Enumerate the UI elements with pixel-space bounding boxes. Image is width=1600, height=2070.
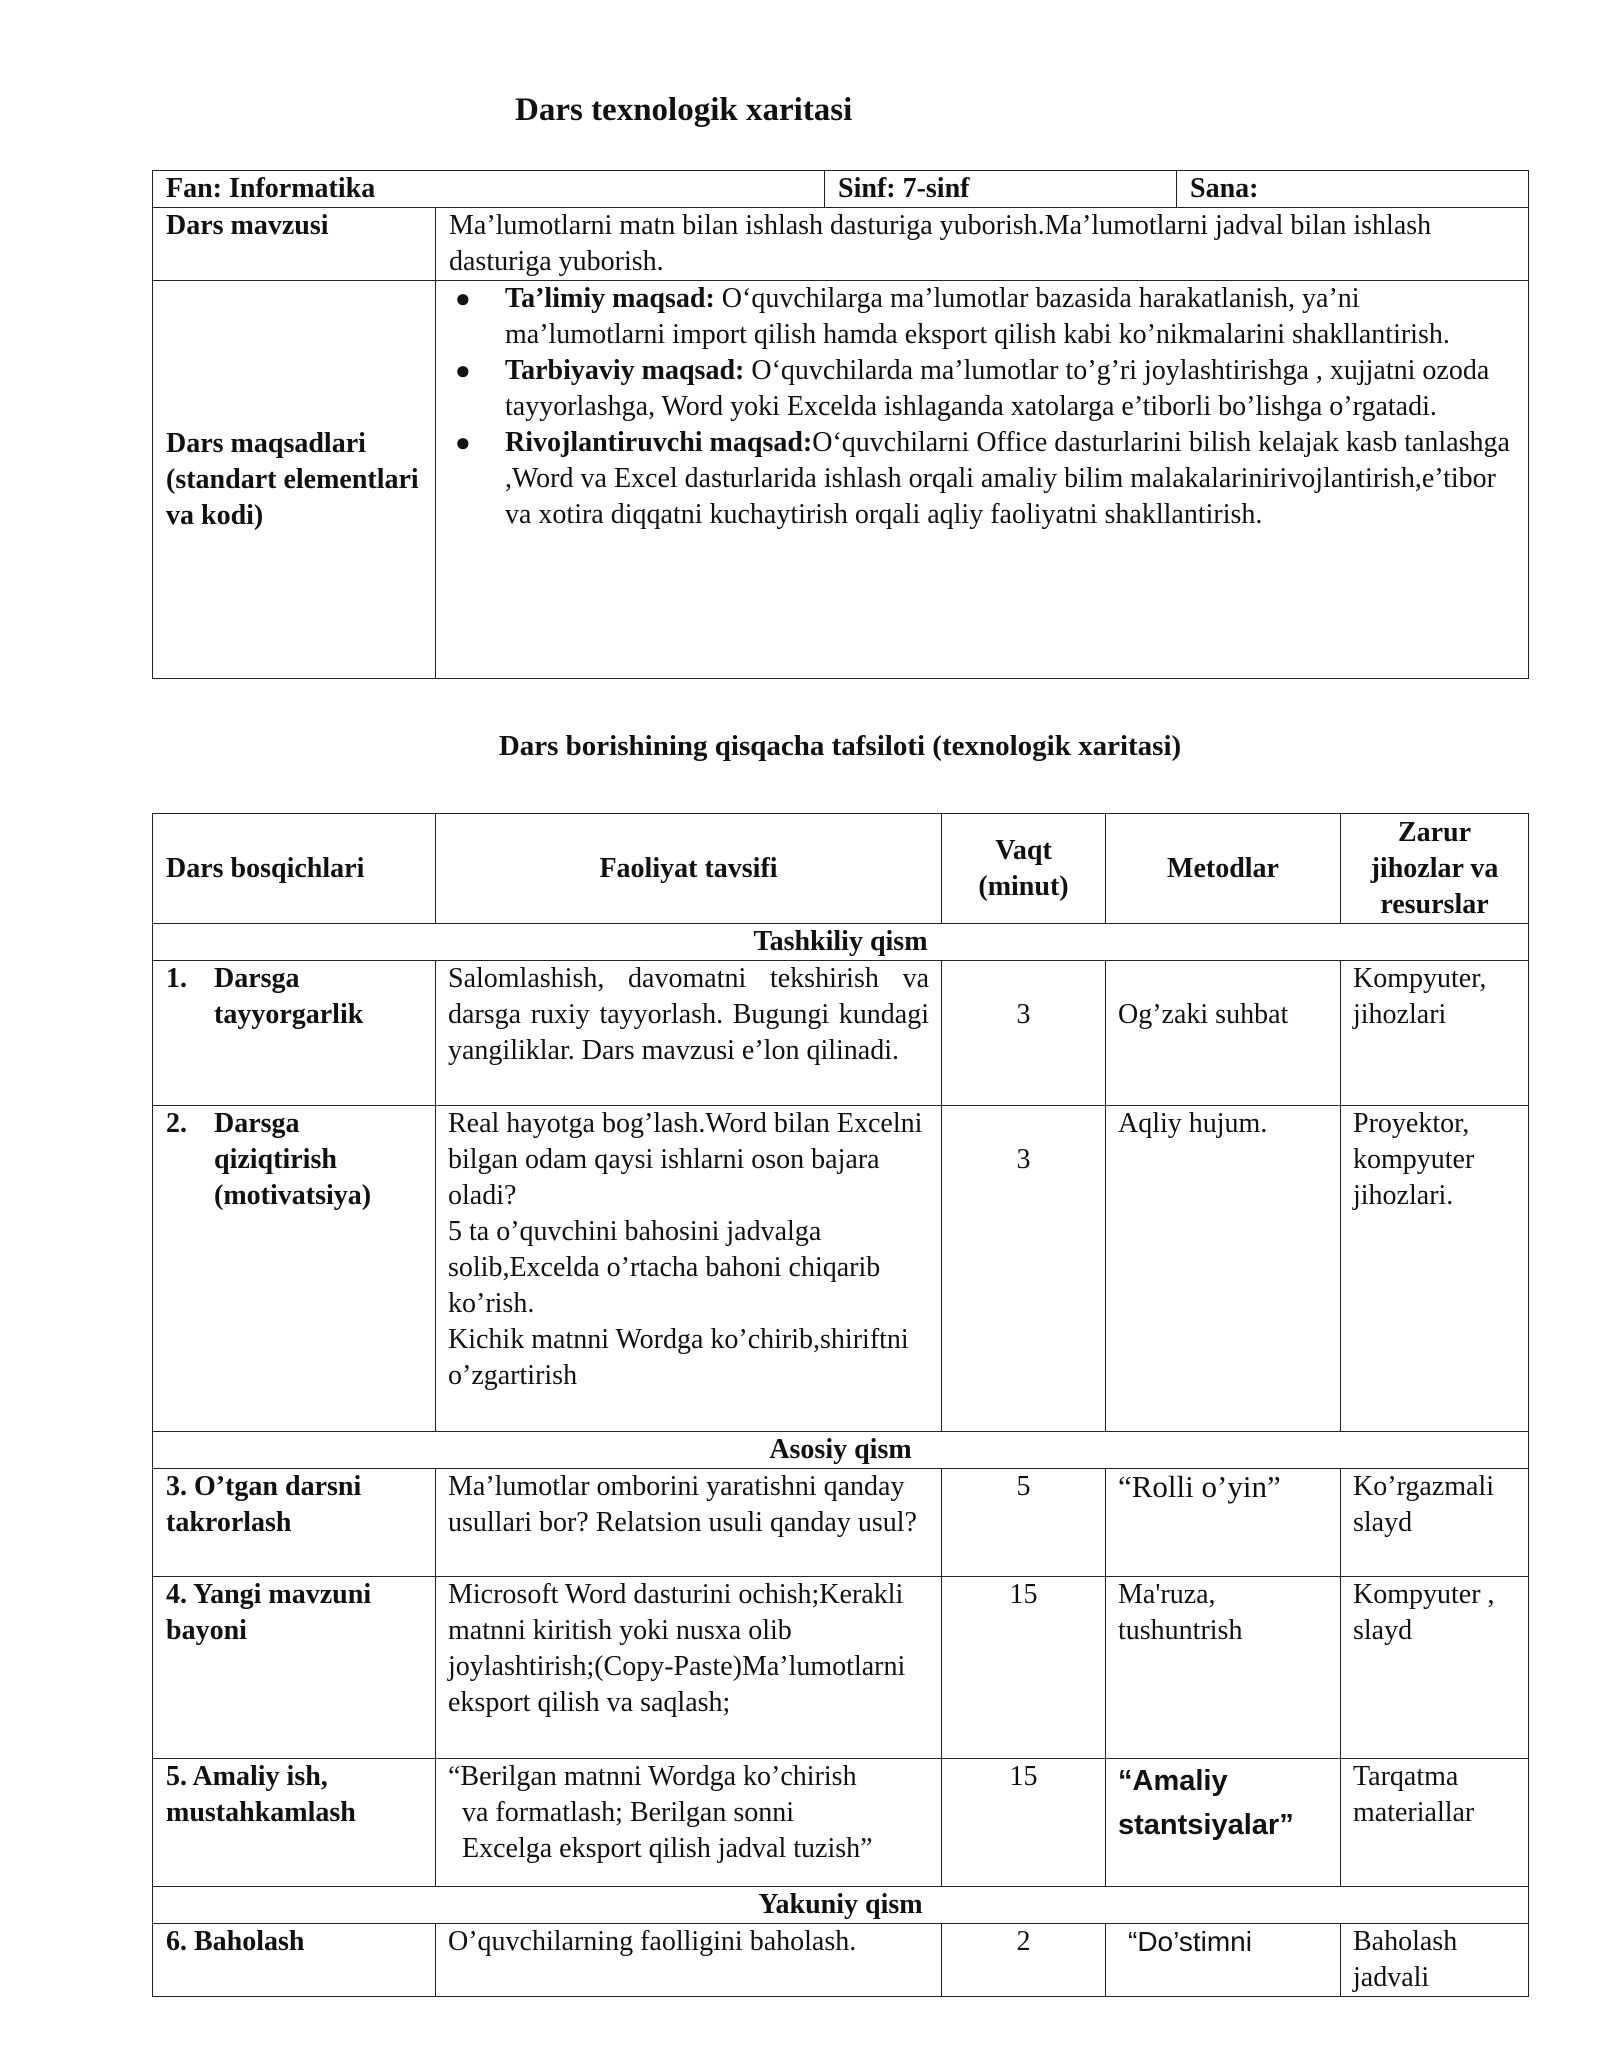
stage-name: Darsga qiziqtirish (motivatsiya) [214, 1108, 372, 1211]
goal-title: Ta’limiy maqsad: [505, 283, 715, 314]
method-cell: “Do’stimni [1106, 1924, 1341, 1997]
header-resources: Zarur jihozlar va resurslar [1341, 814, 1529, 924]
activity-line: Kichik matnni Wordga ko’chirib,shiriftni o’zgartirish [448, 1324, 909, 1391]
method-cell: Aqliy hujum. [1106, 1106, 1341, 1432]
table-row [153, 1577, 1529, 1759]
goal-item [455, 425, 1516, 533]
table-row [153, 1759, 1529, 1887]
header-stages: Dars bosqichlari [153, 814, 436, 924]
activity-cell: O’quvchilarning faolligini baholash. [436, 1924, 942, 1997]
goal-title: Rivojlantiruvchi maqsad: [505, 427, 813, 458]
resource-cell: Proyektor, kompyuter jihozlari. [1341, 1106, 1529, 1432]
bullet-icon: ● [455, 284, 471, 313]
date-cell: Sana: [1177, 171, 1529, 208]
table-row [153, 1924, 1529, 1997]
bullet-icon: ● [455, 356, 471, 385]
goal-text: O‘quvchilarda ma’lumotlar to’g’ri joylashtirishga , xujjatni ozoda tayyorlashga, Word yoki Excelda ishlaganda xatolarga e’tiborli bo’lishga o’rgatadi. [505, 355, 1490, 422]
resource-cell: Baholash jadvali [1341, 1924, 1529, 1997]
goal-item [455, 281, 1516, 353]
section-title: Dars borishining qisqacha tafsiloti (texnologik xaritasi) [498, 730, 1182, 762]
stage-cell: 5. Amaliy ish, mustahkamlash [153, 1759, 436, 1887]
activity-cell: Microsoft Word dasturini ochish;Kerakli matnni kiritish yoki nusxa olib joylashtirish;(Copy-Paste)Ma’lumotlarni eksport qilish va saqlash; [436, 1577, 942, 1759]
goals-list [449, 281, 1516, 533]
goal-text: O‘quvchilarni Office dasturlarini bilish kelajak kasb tanlashga ,Word va Excel dasturlarida ishlash orqali amaliy bilim malakalarinirivojlantirish,e’tibor va xotira diqqatni kuchaytirish orqali aqliy faoliyatni shakllantirish. [505, 427, 1510, 530]
resource-cell: Ko’rgazmali slayd [1341, 1469, 1529, 1577]
method-cell: Og’zaki suhbat [1106, 961, 1341, 1106]
goal-title: Tarbiyaviy maqsad: [505, 355, 745, 386]
time-cell: 2 [942, 1924, 1106, 1997]
grade-cell: Sinf: 7-sinf [825, 171, 1177, 208]
table-row [153, 1469, 1529, 1577]
bullet-icon: ● [455, 428, 471, 457]
resource-cell: Kompyuter, jihozlari [1341, 961, 1529, 1106]
header-activity: Faoliyat tavsifi [436, 814, 942, 924]
stage-cell [153, 1106, 436, 1432]
stage-number: 2. [166, 1108, 187, 1139]
resource-cell: Kompyuter , slayd [1341, 1577, 1529, 1759]
method-cell: “Amaliy stantsiyalar” [1106, 1759, 1341, 1887]
table-row [153, 961, 1529, 1106]
section-row-organizational [153, 924, 1529, 961]
activity-cell [436, 1106, 942, 1432]
resource-cell: Tarqatma materiallar [1341, 1759, 1529, 1887]
section-row-final [153, 1887, 1529, 1924]
stage-number: 1. [166, 963, 187, 994]
activity-line: Excelga eksport qilish jadval tuzish” [462, 1833, 873, 1864]
activity-line: Real hayotga bog’lash.Word bilan Excelni bilgan odam qaysi ishlarni oson bajara oladi? [448, 1108, 923, 1211]
stage-name: Darsga tayyorgarlik [214, 963, 364, 1030]
info-header-row [153, 171, 1529, 208]
activity-line: 5 ta o’quvchini bahosini jadvalga solib,Excelda o’rtacha bahoni chiqarib ko’rish. [448, 1216, 881, 1319]
section-row-main [153, 1432, 1529, 1469]
goals-label: Dars maqsadlari (standart elementlari va kodi) [153, 281, 436, 679]
section-label: Yakuniy qism [153, 1887, 1529, 1924]
method-cell: Ma'ruza, tushuntrish [1106, 1577, 1341, 1759]
lesson-info-table [152, 170, 1529, 679]
page-title: Dars texnologik xaritasi [515, 92, 853, 128]
subject-cell: Fan: Informatika [153, 171, 825, 208]
topic-value: Ma’lumotlarni matn bilan ishlash dasturiga yuborish.Ma’lumotlarni jadval bilan ishlash dasturiga yuborish. [436, 208, 1529, 281]
stage-cell [153, 961, 436, 1106]
time-cell: 15 [942, 1577, 1106, 1759]
section-label: Tashkiliy qism [153, 924, 1529, 961]
stage-cell: 3. O’tgan darsni takrorlash [153, 1469, 436, 1577]
activity-line: va formatlash; Berilgan sonni [462, 1797, 795, 1828]
stage-cell: 4. Yangi mavzuni bayoni [153, 1577, 436, 1759]
time-cell: 3 [942, 961, 1106, 1106]
time-cell: 15 [942, 1759, 1106, 1887]
activity-line: “Berilgan matnni Wordga ko’chirish [448, 1761, 857, 1792]
activity-cell: Salomlashish, davomatni tekshirish va darsga ruxiy tayyorlash. Bugungi kundagi yangiliklar. Dars mavzusi e’lon qilinadi. [436, 961, 942, 1106]
header-time: Vaqt (minut) [942, 814, 1106, 924]
goals-cell [436, 281, 1529, 679]
method-cell: “Rolli o’yin” [1106, 1469, 1341, 1577]
goal-text: O‘quvchilarga ma’lumotlar bazasida harakatlanish, ya’ni ma’lumotlarni import qilish hamda eksport qilish kabi ko’nikmalarini shakllantirish. [505, 283, 1450, 350]
lesson-plan-table [152, 813, 1529, 1997]
goals-row [153, 281, 1529, 679]
activity-cell [436, 1759, 942, 1887]
time-cell: 3 [942, 1106, 1106, 1432]
header-methods: Metodlar [1106, 814, 1341, 924]
goal-item [455, 353, 1516, 425]
stage-cell: 6. Baholash [153, 1924, 436, 1997]
plan-header-row [153, 814, 1529, 924]
activity-cell: Ma’lumotlar omborini yaratishni qanday usullari bor? Relatsion usuli qanday usul? [436, 1469, 942, 1577]
topic-row [153, 208, 1529, 281]
time-cell: 5 [942, 1469, 1106, 1577]
section-label: Asosiy qism [153, 1432, 1529, 1469]
table-row [153, 1106, 1529, 1432]
topic-label: Dars mavzusi [153, 208, 436, 281]
